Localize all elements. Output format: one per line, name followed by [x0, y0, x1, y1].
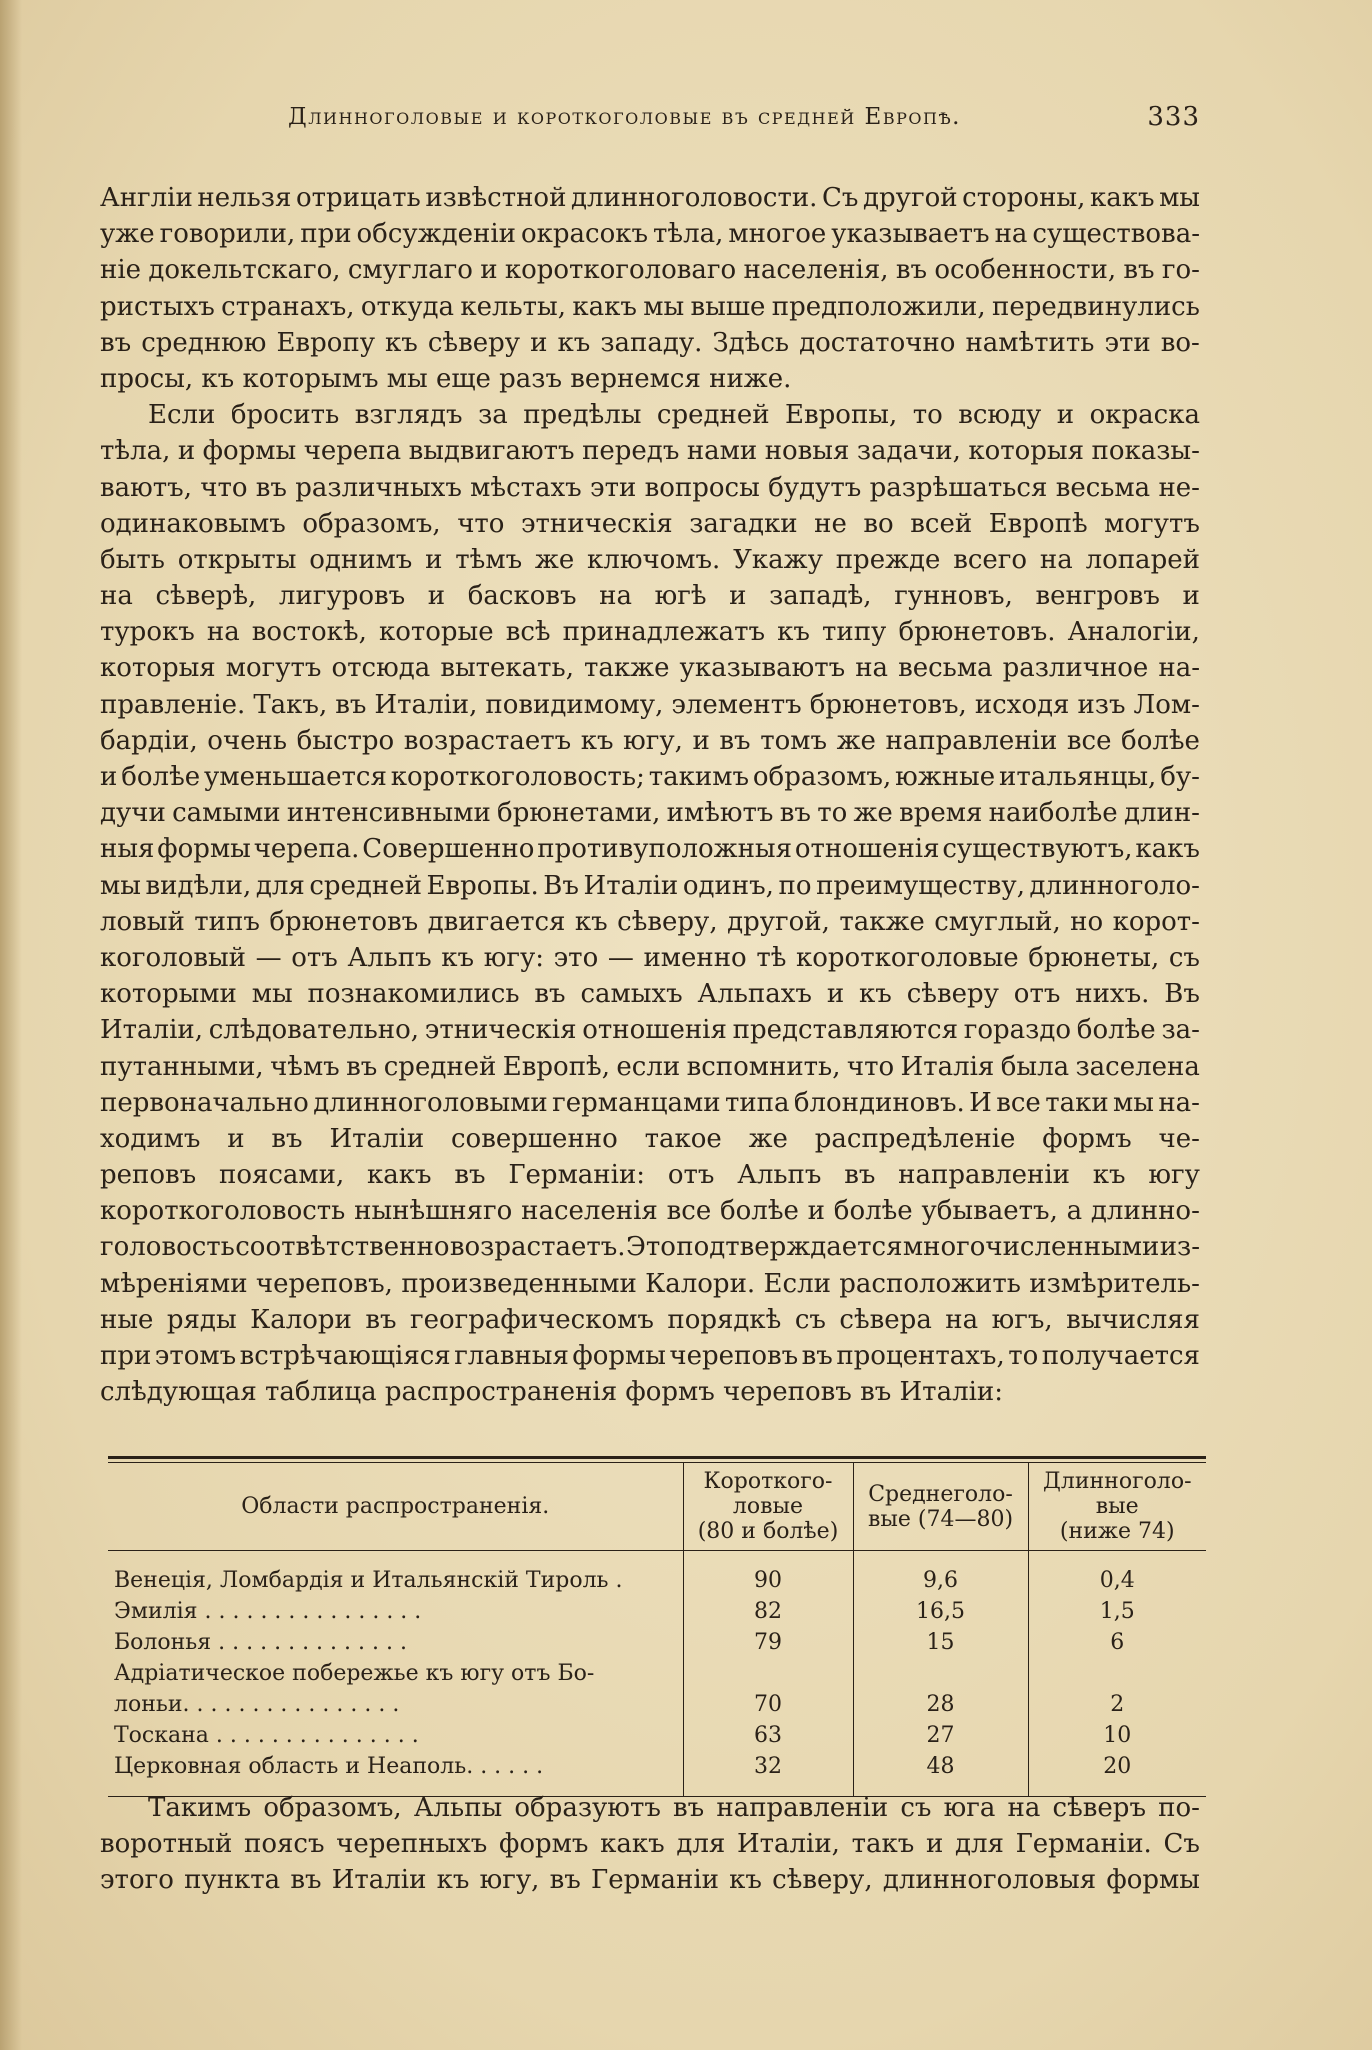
text-line: Италіи, слѣдовательно, этническія отношенія представляются гораздо болѣе за-: [100, 1015, 1200, 1046]
region-cell: [108, 1658, 683, 1720]
long-value: 1,5: [1028, 1596, 1206, 1627]
region-name: Церковная область и Неаполь. . . . . .: [114, 1754, 544, 1779]
text-line: этого пункта въ Италіи къ югу, въ Германіи къ сѣверу, длинноголовыя формы: [100, 1865, 1200, 1896]
text-line: турокъ на востокѣ, которые всѣ принадлежатъ къ типу брюнетовъ. Аналогіи,: [100, 617, 1200, 648]
region-cell: [108, 1596, 683, 1627]
region-cell: [108, 1627, 683, 1658]
medium-value: 9,6: [853, 1551, 1028, 1597]
header-medium-headed: Среднеголо- вые (74—80): [853, 1463, 1028, 1551]
region-name-continued: лоньи. . . . . . . . . . . . . . . .: [114, 1692, 400, 1717]
text-line: просы, къ которымъ мы еще разъ вернемся ниже.: [100, 363, 792, 394]
body-text: [100, 180, 1200, 1410]
region-name: Эмилія . . . . . . . . . . . . . . . .: [114, 1599, 422, 1624]
text-line: въ среднюю Европу къ сѣверу и къ западу. Здѣсь достаточно намѣтить эти во-: [100, 327, 1200, 358]
text-line: ные ряды Калори въ географическомъ порядкѣ съ сѣвера на югъ, вычисляя: [100, 1304, 1200, 1335]
region-name: Тоскана . . . . . . . . . . . . . . .: [114, 1723, 419, 1748]
text-line: ныя формы черепа. Совершенно противуположныя отношенія существуютъ, какъ: [100, 834, 1200, 865]
page-header: [100, 100, 1200, 140]
header-region: Области распространенія.: [108, 1463, 683, 1551]
text-line: реповъ поясами, какъ въ Германіи: отъ Альпъ въ направленіи къ югу: [100, 1160, 1200, 1191]
region-name: Болонья . . . . . . . . . . . . . .: [114, 1630, 407, 1655]
short-value: 32: [683, 1751, 853, 1796]
text-line: уже говорили, при обсужденіи окрасокъ тѣла, многое указываетъ на существова-: [100, 219, 1200, 250]
medium-value: 16,5: [853, 1596, 1028, 1627]
paragraph-3: [100, 1790, 1200, 1899]
data-table: [108, 1463, 1206, 1796]
table-header-row: [108, 1463, 1206, 1551]
text-line: бардіи, очень быстро возрастаетъ къ югу, и въ томъ же направленіи все болѣе: [100, 725, 1200, 756]
text-line: ристыхъ странахъ, откуда кельты, какъ мы выше предположили, передвинулись: [100, 291, 1200, 322]
text-line: Такимъ образомъ, Альпы образуютъ въ направленіи съ юга на сѣверъ по-: [148, 1793, 1200, 1823]
text-line: тѣла, и формы черепа выдвигаютъ передъ нами новыя задачи, которыя показы-: [100, 436, 1200, 467]
text-line: ходимъ и въ Италіи совершенно такое же распредѣленіе формъ че-: [100, 1123, 1200, 1154]
header-short-headed: Короткого- ловые (80 и болѣе): [683, 1463, 853, 1551]
long-value: 0,4: [1028, 1551, 1206, 1597]
text-line: ваютъ, что въ различныхъ мѣстахъ эти вопросы будутъ разрѣшаться весьма не-: [100, 472, 1200, 503]
text-line: воротный поясъ черепныхъ формъ какъ для Италіи, такъ и для Германіи. Съ: [100, 1829, 1200, 1860]
short-value: 79: [683, 1627, 853, 1658]
paragraph-1: [100, 180, 1200, 397]
text-line: при этомъ встрѣчающіяся главныя формы череповъ въ процентахъ, то получается: [100, 1341, 1200, 1371]
text-line: мы видѣли, для средней Европы. Въ Италіи одинъ, по преимуществу, длинноголо-: [100, 870, 1200, 901]
table-row: [108, 1720, 1206, 1751]
skull-forms-table: [108, 1456, 1206, 1797]
text-line: дучи самыми интенсивными брюнетами, имѣютъ въ то же время наиболѣе длин-: [100, 798, 1200, 829]
long-value: 10: [1028, 1720, 1206, 1751]
text-line: первоначально длинноголовыми германцами типа блондиновъ. И все таки мы на-: [100, 1087, 1200, 1118]
table-row: [108, 1551, 1206, 1597]
table-row: [108, 1596, 1206, 1627]
text-line: слѣдующая таблица распространенія формъ череповъ въ Италіи:: [100, 1377, 1003, 1408]
region-name: Венеція, Ломбардія и Итальянскій Тироль .: [114, 1568, 623, 1593]
short-value: 63: [683, 1720, 853, 1751]
text-line: ніе докельтскаго, смуглаго и короткоголоваго населенія, въ особенности, въ го-: [100, 255, 1200, 286]
short-value: 82: [683, 1596, 853, 1627]
text-line: коголовый — отъ Альпъ къ югу: это — именно тѣ короткоголовые брюнеты, съ: [100, 942, 1200, 973]
text-line: быть открыты однимъ и тѣмъ же ключомъ. Укажу прежде всего на лопарей: [100, 544, 1200, 575]
text-line: мѣреніями череповъ, произведенными Калори. Если расположить измѣритель-: [100, 1268, 1200, 1299]
running-head: Длинноголовые и короткоголовые въ средней Европѣ.: [288, 104, 961, 130]
text-line: короткоголовость нынѣшняго населенія все болѣе и болѣе убываетъ, а длинно-: [100, 1196, 1200, 1227]
table-top-rule: [108, 1456, 1206, 1459]
table-row: [108, 1658, 1206, 1720]
text-line: ловый типъ брюнетовъ двигается къ сѣверу, другой, также смуглый, но корот-: [100, 906, 1200, 937]
region-cell: [108, 1720, 683, 1751]
medium-value: 48: [853, 1751, 1028, 1796]
short-value: 90: [683, 1551, 853, 1597]
header-long-headed: Длинноголо- вые (ниже 74): [1028, 1463, 1206, 1551]
text-line: и болѣе уменьшается короткоголовость; такимъ образомъ, южные итальянцы, бу-: [100, 762, 1200, 792]
text-line: головость соотвѣтственно возрастаетъ. Это подтверждается многочисленными из-: [100, 1232, 1200, 1263]
text-line: Если бросить взглядъ за предѣлы средней Европы, то всюду и окраска: [148, 400, 1200, 431]
page-edge-shadow: [0, 0, 22, 2050]
short-value: 70: [683, 1658, 853, 1720]
long-value: 2: [1028, 1658, 1206, 1720]
medium-value: 27: [853, 1720, 1028, 1751]
region-cell: [108, 1551, 683, 1597]
medium-value: 15: [853, 1627, 1028, 1658]
text-line: правленіе. Такъ, въ Италіи, повидимому, элементъ брюнетовъ, исходя изъ Лом-: [100, 689, 1200, 720]
text-line: на сѣверѣ, лигуровъ и басковъ на югѣ и западѣ, гунновъ, венгровъ и: [100, 581, 1200, 612]
table-row: [108, 1627, 1206, 1658]
long-value: 6: [1028, 1627, 1206, 1658]
text-line: путанными, чѣмъ въ средней Европѣ, если вспомнить, что Италія была заселена: [100, 1051, 1200, 1082]
text-line: которыя могутъ отсюда вытекать, также указываютъ на весьма различное на-: [100, 653, 1200, 684]
text-line: которыми мы познакомились въ самыхъ Альпахъ и къ сѣверу отъ нихъ. Въ: [100, 979, 1200, 1010]
paragraph-2: [100, 397, 1200, 1410]
region-name: Адріатическое побережье къ югу отъ Бо-: [114, 1661, 595, 1686]
page-number: 333: [1147, 102, 1200, 132]
medium-value: 28: [853, 1658, 1028, 1720]
long-value: 20: [1028, 1751, 1206, 1796]
text-line: Англіи нельзя отрицать извѣстной длинноголовости. Съ другой стороны, какъ мы: [100, 183, 1200, 213]
text-line: одинаковымъ образомъ, что этническія загадки не во всей Европѣ могутъ: [100, 508, 1200, 539]
